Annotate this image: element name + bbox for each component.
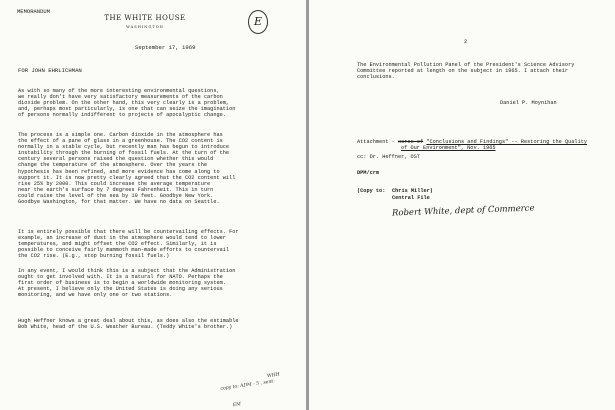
body-line: possible to conceive fairly mammoth man-made efforts to countervail	[18, 247, 230, 254]
typist-initials: DPM/crm	[357, 170, 380, 176]
letterhead-location: WASHINGTON	[126, 25, 164, 29]
memorandum-label: MEMORANDUM	[17, 8, 51, 15]
letterhead-title: THE WHITE HOUSE	[104, 14, 186, 22]
memo-date: September 17, 1969	[135, 44, 196, 51]
file-stamp: E	[248, 10, 268, 34]
body-line: the effect of a pane of glass in a greenhouse. The CO2 content is	[18, 138, 223, 145]
body-line: Committee reported at length on the subject in 1965. I attach their	[357, 68, 569, 75]
body-line: Bob White, head of the U.S. Weather Bureau. (Teddy White's brother.)	[18, 324, 233, 331]
body-line: rise 25% by 2000. This could increase the average temperature	[18, 180, 211, 187]
body-line: The process is a simple one. Carbon dioxide in the atmosphere has	[18, 132, 223, 138]
body-line: It is entirely possible that there will be countervailing effects. For	[18, 229, 239, 235]
memo-paragraph	[18, 229, 283, 259]
copy-to-label: (Copy to:	[357, 188, 386, 194]
closing-paragraph	[357, 62, 607, 80]
body-line: As with so many of the more interesting environmental questions,	[18, 88, 220, 94]
attachment-struck-text: xerox of	[397, 139, 424, 145]
attachment-title: "Conclusions and Findings" -- Restoring the Quality	[426, 139, 588, 145]
body-line: The Environmental Pollution Panel of the President's Science Advisory	[357, 62, 575, 68]
memo-page-1	[0, 0, 306, 410]
body-line: near the earth's surface by 7 degrees Fahrenheit. This in turn	[18, 186, 214, 193]
handwritten-note-line: copy to: ADM - 5 , sent	[220, 379, 274, 392]
attachment-title-cont: of Our Environment", Nov. 1965	[401, 145, 496, 151]
body-line: change the temperature of the atmosphere. Over the years the	[18, 162, 208, 169]
body-line: first order of business is to begin a worldwide monitoring system.	[18, 280, 226, 287]
body-line: In any event, I would think this is a subject that the Administration	[18, 268, 236, 274]
body-line: example, an increase of dust in the atmosphere would tend to lower	[18, 235, 226, 242]
cc-line: cc: Dr. Heffner, OST	[357, 154, 421, 160]
body-line: monitoring, and we have only one or two stations.	[18, 292, 173, 299]
body-line: temperatures, and might offset the CO2 effect. Similarly, it is	[18, 241, 217, 248]
body-line: At present, I believe only the United States is doing any serious	[18, 286, 223, 293]
body-line: ought to get involved with. It is a natural for NATO. Perhaps the	[18, 274, 223, 281]
body-line: and, perhaps most particularly, is one that can seize the imagination	[18, 106, 236, 113]
body-line: could raise the level of the sea by 10 feet. Goodbye New York.	[18, 192, 214, 199]
body-line: of persons normally indifferent to projects of apocalyptic change.	[18, 112, 226, 119]
body-line: we really don't have very satisfactory measurements of the carbon	[18, 94, 223, 101]
body-line: support it. It is now pretty clearly agreed that the CO2 content will	[18, 174, 236, 181]
body-line: century several persons raised the question whether this would	[18, 156, 214, 163]
signature-name: Daniel P. Moynihan	[500, 100, 557, 106]
body-line: Goodbye Washington, for that matter. We have no data on Seattle.	[18, 199, 220, 206]
attachment-label: Attachment -	[357, 139, 395, 145]
handwritten-note-line: WHH	[266, 372, 281, 380]
memo-paragraph	[18, 318, 283, 330]
body-line: conclusions.	[357, 74, 395, 81]
body-line: hypothesis has been refined, and more evidence has come along to	[18, 168, 220, 175]
body-line: dioxide problem. On the other hand, this very clearly is a problem,	[18, 100, 230, 107]
handwritten-note-line: EM	[232, 402, 242, 409]
memo-paragraph	[18, 268, 283, 298]
handwritten-routing-note	[219, 368, 279, 410]
copy-to-recipient: Chris Miller)	[392, 188, 433, 194]
body-line: the CO2 rise. (E.g., stop burning fossil fuels.)	[18, 253, 170, 260]
memo-paragraph	[18, 132, 283, 205]
memo-paragraph	[18, 88, 283, 118]
body-line: instability through the burning of fossil fuels. At the turn of the	[18, 150, 230, 157]
body-line: normally in a stable cycle, but recently man has begun to introduce	[18, 144, 230, 151]
memo-recipient: FOR JOHN EHRLICHMAN	[18, 67, 82, 74]
page-number: 2	[464, 39, 468, 45]
memo-page-2	[309, 0, 615, 410]
body-line: Hugh Heffner knows a great deal about this, as does also the estimable	[18, 318, 239, 324]
handwritten-signature: Robert White, dept of Commerce	[391, 203, 535, 219]
copy-to-file: Central File	[392, 195, 430, 201]
